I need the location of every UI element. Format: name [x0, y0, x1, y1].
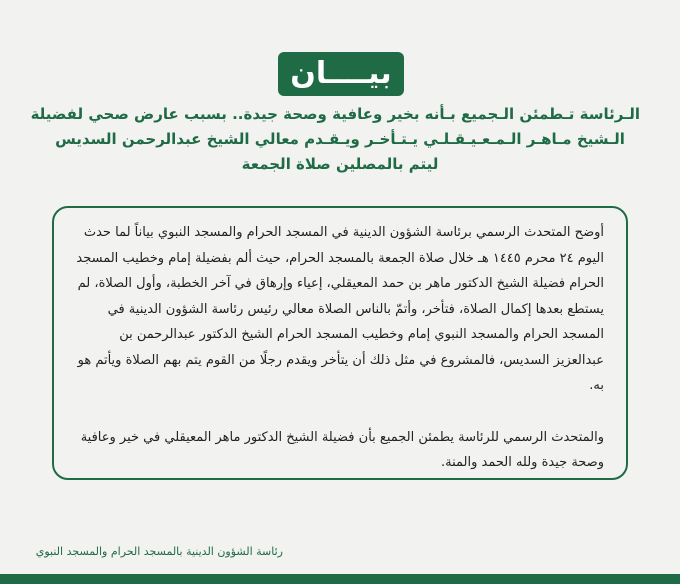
headline-line-3: ليتم بالمصلين صلاة الجمعة [241, 155, 439, 173]
statement-paragraph-2: والمتحدث الرسمي للرئاسة يطمئن الجميع بأن فضيلة الشيخ الدكتور ماهر المعيقلي في خير وعافية وصحة جيدة ولله الحمد والمنة. [80, 429, 604, 470]
footer-strip [0, 574, 680, 584]
headline [30, 102, 640, 177]
footer-organization-name: رئاسة الشؤون الدينية بالمسجد الحرام والمسجد النبوي [35, 545, 283, 558]
headline-line-2: الـشيخ مـاهـر الـمـعـيـقـلـي يـتـأخـر ويـقـدم معالي الشيخ عبدالرحمن السديس [55, 130, 625, 148]
statement-title: بيــــان [290, 56, 392, 91]
statement-body-box [52, 206, 628, 480]
headline-line-1: الـرئاسة تـطمئن الـجميع بـأنه بخير وعافية وصحة جيدة.. بسبب عارض صحي لفضيلة [30, 105, 640, 123]
statement-paragraph-1: أوضح المتحدث الرسمي برئاسة الشؤون الدينية في المسجد الحرام والمسجد النبوي بياناً لما حدث اليوم ٢٤ محرم ١٤٤٥ هـ خلال صلاة الجمعة بالمسجد الحرام، حيث ألم بفضيلة إمام وخطيب المسجد الحرام فضيلة الشيخ الدكتور ماهر بن حمد المعيقلي، إعياء وإرهاق في آخر الخطبة، وأول الصلاة، لم يستطع بعدها إكمال الصلاة، فتأخر، وأتمّ بالناس الصلاة معالي رئيس رئاسة الشؤون الدينية في المسجد الحرام والمسجد النبوي إمام وخطيب المسجد الحرام الشيخ الدكتور عبدالرحمن بن عبدالعزيز السديس، فالمشروع في مثل ذلك أن يتأخر ويقدم رجلًا من القوم يتم بهم الصلاة ويأتم هو به. [76, 225, 604, 393]
statement-title-badge [278, 52, 404, 96]
